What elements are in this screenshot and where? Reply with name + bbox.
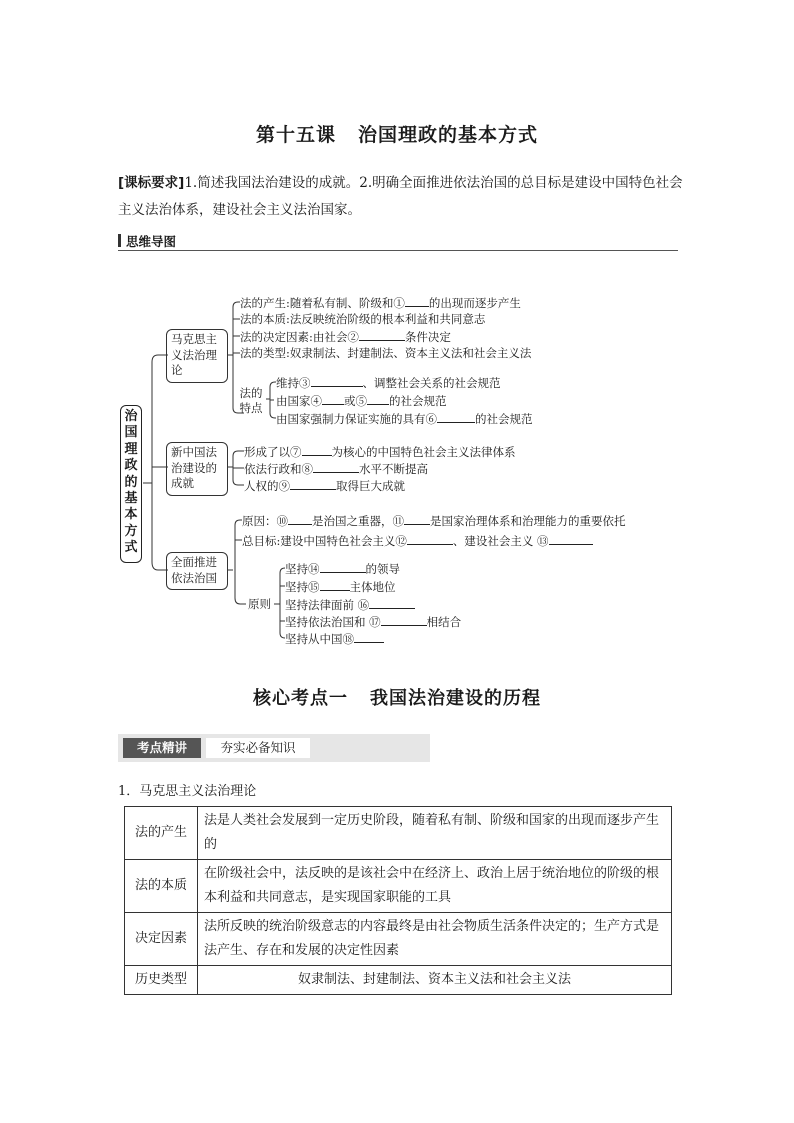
table-key: 法的本质 <box>125 860 198 913</box>
mindmap-achievement-1: 形成了以⑦ 为核心的中国特色社会主义法律体系 <box>244 445 516 459</box>
fill-blank <box>311 375 363 387</box>
mindmap-feature-2: 由国家④ 或⑤ 的社会规范 <box>276 394 447 408</box>
mindmap-line-determinant: 法的决定因素:由社会② 条件决定 <box>240 330 451 344</box>
fill-blank <box>322 393 344 405</box>
mindmap-line-types: 法的类型:奴隶制法、封建制法、资本主义法和社会主义法 <box>240 346 532 360</box>
mindmap-feature-label: 法的特点 <box>239 386 263 415</box>
table-row <box>125 966 672 995</box>
fill-blank <box>320 579 350 591</box>
key-point-tag: 考点精讲 <box>123 738 201 758</box>
fill-blank <box>288 513 312 525</box>
key-point-banner <box>118 734 430 762</box>
table-row <box>125 860 672 913</box>
fill-blank <box>369 597 415 609</box>
fill-blank <box>302 444 332 456</box>
mindmap-achievement-3: 人权的⑨ 取得巨大成就 <box>244 479 405 493</box>
mindmap-principle-2: 坚持⑮ 主体地位 <box>285 580 396 594</box>
mindmap-principle-5: 坚持从中国⑱ <box>285 631 384 646</box>
mindmap-line-origin: 法的产生:随着私有制、阶级和① 的出现而逐步产生 <box>240 296 521 310</box>
mindmap-header-label: 思维导图 <box>126 234 177 249</box>
core-topic-title <box>0 684 794 710</box>
key-point-subtag: 夯实必备知识 <box>206 738 310 758</box>
mindmap-principle-1: 坚持⑭ 的领导 <box>285 562 400 576</box>
mindmap-branch-marxist-theory: 马克思主义法治理论 <box>166 329 228 383</box>
mindmap-reason: 原因：⑩ 是治国之重器，⑪ 是国家治理体系和治理能力的重要依托 <box>242 514 626 528</box>
fill-blank <box>437 411 475 423</box>
fill-blank <box>407 533 453 545</box>
table-value: 法所反映的统治阶级意志的内容最终是由社会物质生活条件决定的；生产方式是法产生、存在和发展的决定性因素 <box>198 913 672 966</box>
table-row <box>125 913 672 966</box>
mindmap-branch-achievements: 新中国法治建设的成就 <box>166 442 228 496</box>
fill-blank <box>320 561 366 573</box>
mindmap-root: 治国理政的基本方式 <box>120 405 142 563</box>
table-key: 历史类型 <box>125 966 198 995</box>
fill-blank <box>367 393 389 405</box>
table-key: 法的产生 <box>125 807 198 860</box>
table-value: 奴隶制法、封建制法、资本主义法和社会主义法 <box>198 966 672 995</box>
fill-blank <box>381 614 427 626</box>
mindmap-line-essence: 法的本质:法反映统治阶级的根本利益和共同意志 <box>240 312 486 326</box>
fill-blank <box>405 295 429 307</box>
fill-blank <box>549 533 593 545</box>
mindmap-achievement-2: 依法行政和⑧ 水平不断提高 <box>244 462 428 476</box>
requirements-text: 1.简述我国法治建设的成就。2.明确全面推进依法治国的总目标是建设中国特色社会主义法治体系，建设社会主义法治国家。 <box>118 175 683 218</box>
core-topic-name: 我国法治建设的历程 <box>370 688 541 709</box>
fill-blank <box>404 513 430 525</box>
table-value: 在阶级社会中，法反映的是该社会中在经济上、政治上居于统治地位的阶级的根本利益和共同意志，是实现国家职能的工具 <box>198 860 672 913</box>
requirements-tag: [课标要求] <box>118 175 185 191</box>
marxist-law-table <box>124 806 672 995</box>
mindmap-branch-rule-of-law: 全面推进依法治国 <box>166 552 228 590</box>
mindmap-feature-3: 由国家强制力保证实施的具有⑥ 的社会规范 <box>276 412 533 426</box>
fill-blank <box>313 461 359 473</box>
table-key: 决定因素 <box>125 913 198 966</box>
title-lesson-name: 治国理政的基本方式 <box>358 124 539 146</box>
title-lesson-number: 第十五课 <box>255 124 336 146</box>
table-row <box>125 807 672 860</box>
point-heading: 1．马克思主义法治理论 <box>118 784 257 799</box>
fill-blank <box>354 631 384 643</box>
table-value: 法是人类社会发展到一定历史阶段，随着私有制、阶级和国家的出现而逐步产生的 <box>198 807 672 860</box>
fill-blank <box>290 478 336 490</box>
core-topic-number: 核心考点一 <box>253 688 348 709</box>
fill-blank <box>359 329 405 341</box>
mindmap-principle-label: 原则 <box>248 597 271 611</box>
mindmap-principle-4: 坚持依法治国和 ⑰ 相结合 <box>285 615 462 629</box>
mindmap-goal: 总目标:建设中国特色社会主义⑫ 、建设社会主义 ⑬ <box>242 533 593 548</box>
mindmap-principle-3: 坚持法律面前 ⑯ <box>285 597 415 612</box>
mindmap-feature-1: 维持③ 、调整社会关系的社会规范 <box>276 376 501 390</box>
